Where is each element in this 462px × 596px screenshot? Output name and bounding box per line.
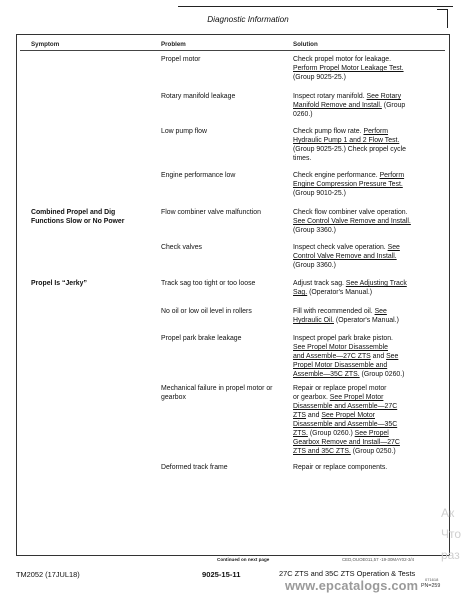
solution-cell [293,92,443,119]
cross-reference-link[interactable]: Assemble—35C ZTS. [293,371,360,378]
solution-text: times. [293,155,312,162]
solution-line [293,189,443,198]
side-text-3: раз [441,548,460,562]
solution-text: (Group 0260.) [307,430,355,437]
solution-line [293,154,443,163]
problem-cell [161,279,289,288]
solution-column-header: Solution [293,41,318,48]
cross-reference-link[interactable]: Propel Motor Disassemble and [293,362,388,369]
cross-reference-link[interactable]: ZTS [293,412,307,419]
solution-text: (Group 0250.) [350,448,396,455]
solution-cell [293,171,443,198]
solution-line [293,261,443,270]
solution-text: Repair or replace propel motor [293,385,387,392]
solution-text: (Group 0260.) [359,371,405,378]
solution-text: Adjust track sag. [293,280,346,287]
solution-text: (Operator's Manual.) [307,289,373,296]
solution-line [293,226,443,235]
solution-text: Check engine performance. [293,172,380,179]
side-text-2: Что [441,527,462,541]
cross-reference-link[interactable]: See Adjusting Track [345,280,407,287]
problem-line: Mechanical failure in propel motor or [161,385,273,392]
solution-cell [293,384,443,456]
problem-cell [161,92,289,101]
cross-reference-link[interactable]: See Propel Motor Disassemble [293,344,388,351]
solution-text: (Group 9010-25.) [293,190,346,197]
column-header-rule [20,50,445,51]
solution-line [293,252,443,261]
solution-line [293,361,443,370]
solution-line [293,110,443,119]
solution-text: (Group 9025-25.) [293,74,346,81]
continued-note: Continued on next page [217,557,270,562]
page-number: 9025-15-11 [202,570,241,579]
cross-reference-link[interactable]: Hydraulic Oil. [293,317,334,324]
cross-reference-link[interactable]: ZTS and 35C ZTS. [293,448,351,455]
problem-line: Deformed track frame [161,464,228,471]
symptom-cell [31,208,156,226]
solution-text: (Operator's Manual.) [333,317,399,324]
manual-title: 27C ZTS and 35C ZTS Operation & Tests [279,569,416,578]
symptom-line: Propel Is “Jerky” [31,280,87,287]
cross-reference-link[interactable]: Perform [379,172,405,179]
solution-text: (Group [381,102,406,109]
problem-line: Track sag too tight or too loose [161,280,256,287]
symptom-column-header: Symptom [31,41,60,48]
problem-line: gearbox [161,394,186,401]
problem-cell [161,463,289,472]
problem-line: Rotary manifold leakage [161,93,236,100]
solution-cell [293,243,443,270]
solution-line [293,243,443,252]
solution-text: Inspect check valve operation. [293,244,388,251]
cross-reference-link[interactable]: See [387,244,400,251]
solution-text: Fill with recommended oil. [293,308,375,315]
solution-cell [293,208,443,235]
solution-line [293,384,443,393]
solution-text: Inspect propel park brake piston. [293,335,393,342]
cross-reference-link[interactable]: See Rotary [366,93,402,100]
solution-line [293,447,443,456]
solution-cell [293,127,443,163]
solution-line [293,145,443,154]
cross-reference-link[interactable]: Gearbox Remove and Install—27C [293,439,400,446]
symptom-cell [31,279,156,288]
solution-line [293,343,443,352]
symptom-line: Combined Propel and Dig [31,209,116,216]
problem-line: Check valves [161,244,202,251]
problem-cell [161,127,289,136]
cross-reference-link[interactable]: See Propel [354,430,389,437]
problem-line: Flow combiner valve malfunction [161,209,261,216]
solution-cell [293,279,443,297]
solution-text: or gearbox. [293,394,330,401]
page-title: Diagnostic Information [207,15,289,24]
solution-text: (Group 3360.) [293,227,336,234]
cross-reference-link[interactable]: Sag. [293,289,308,296]
solution-line [293,316,443,325]
cross-reference-link[interactable]: See Propel Motor [329,394,384,401]
cross-reference-link[interactable]: See Propel Motor [321,412,375,419]
cross-reference-link[interactable]: Engine Compression Pressure Test. [293,181,403,188]
solution-line [293,370,443,379]
solution-line [293,136,443,145]
revision-code: 071618 [425,577,439,582]
problem-cell [161,171,289,180]
solution-line [293,307,443,316]
solution-line [293,73,443,82]
problem-cell [161,384,289,402]
cross-reference-link[interactable]: Control Valve Remove and Install. [293,253,397,260]
solution-line [293,279,443,288]
cross-reference-link[interactable]: Manifold Remove and Install. [293,102,382,109]
solution-text: Check propel motor for leakage. [293,56,392,63]
solution-text: Check pump flow rate. [293,128,364,135]
solution-line [293,101,443,110]
solution-text: 0260.) [293,111,313,118]
watermark: www.epcatalogs.com [285,578,419,593]
reference-code: CED,OUOE011,57 -19-30MAY02-3/4 [342,557,415,562]
cross-reference-link[interactable]: Perform Propel Motor Leakage Test. [293,65,404,72]
solution-line [293,64,443,73]
cross-reference-link[interactable]: See [386,353,399,360]
solution-text: Check flow combiner valve operation. [293,209,408,216]
problem-cell [161,55,289,64]
solution-line [293,55,443,64]
cross-reference-link[interactable]: Disassemble and Assemble—27C [293,403,398,410]
solution-line [293,438,443,447]
symptom-line: Functions Slow or No Power [31,218,125,225]
solution-line [293,429,443,438]
problem-line: Propel motor [161,56,201,63]
solution-line [293,411,443,420]
solution-line [293,171,443,180]
cross-reference-link[interactable]: See [374,308,387,315]
solution-line [293,288,443,297]
solution-line [293,334,443,343]
solution-cell [293,55,443,82]
problem-cell [161,334,289,343]
header-bracket [437,9,448,28]
solution-text: and [370,353,387,360]
problem-line: Propel park brake leakage [161,335,242,342]
solution-line [293,92,443,101]
solution-line [293,463,443,472]
solution-cell [293,307,443,325]
solution-line [293,208,443,217]
problem-cell [161,208,289,217]
solution-line [293,127,443,136]
problem-line: No oil or low oil level in rollers [161,308,252,315]
cross-reference-link[interactable]: and Assemble—27C ZTS [293,353,371,360]
solution-line [293,352,443,361]
solution-text: (Group 3360.) [293,262,336,269]
solution-line [293,420,443,429]
manual-id: TM2052 (17JUL18) [16,570,80,579]
solution-text: Repair or replace components. [293,464,388,471]
problem-cell [161,307,289,316]
problem-column-header: Problem [161,41,186,48]
solution-line [293,180,443,189]
solution-cell [293,463,443,472]
solution-text: Inspect rotary manifold. [293,93,367,100]
solution-cell [293,334,443,379]
solution-line [293,217,443,226]
solution-text: (Group 9025-25.) Check propel cycle [293,146,406,153]
solution-line [293,402,443,411]
cross-reference-link[interactable]: See Control Valve Remove and Install. [293,218,411,225]
problem-line: Low pump flow [161,128,207,135]
cross-reference-link[interactable]: ZTS. [293,430,308,437]
problem-line: Engine performance low [161,172,236,179]
pn-number: PN=259 [421,583,441,589]
cross-reference-link[interactable]: Perform [363,128,388,135]
problem-cell [161,243,289,252]
side-text-1: Ак [441,506,455,520]
solution-line [293,393,443,402]
cross-reference-link[interactable]: Hydraulic Pump 1 and 2 Flow Test. [293,137,400,144]
cross-reference-link[interactable]: Disassemble and Assemble—35C [293,421,398,428]
solution-text: and [306,412,322,419]
header-rule [178,6,453,7]
